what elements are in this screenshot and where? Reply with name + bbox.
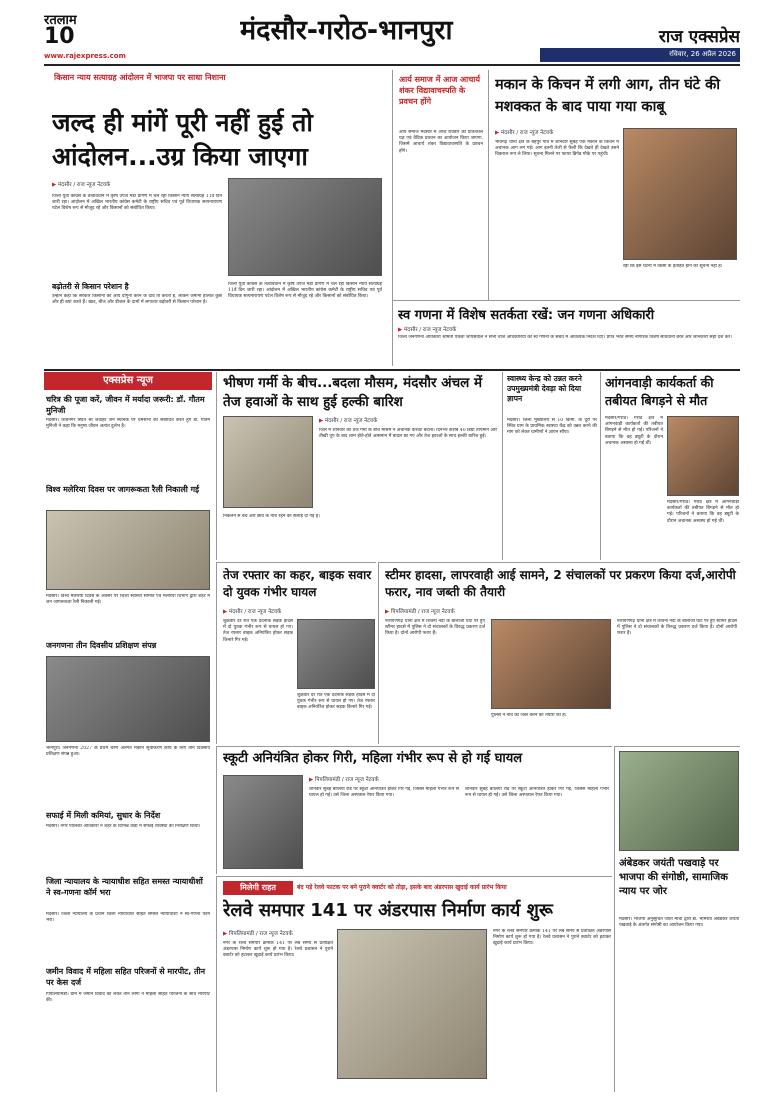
express-item-4-body: मंदसौर। नगर पालिका अधिकारी ने शहर के विभिन्न वार्डों में सफाई व्यवस्था का निरीक्षण किया। — [46, 824, 201, 829]
story11-headline: अंबेडकर जयंती पखवाड़े पर भाजपा की संगोष्ठी, सामाजिक न्याय पर जोर — [619, 858, 728, 897]
story9-photo — [491, 619, 611, 709]
story5-caption: निकलने से बचें और छांव के नीचे रहने की सलाह दी गई है। — [223, 514, 320, 519]
express-item-2-body: मंदसौर। विश्व मलेरिया दिवस के अवसर पर जिला स्वास्थ्य समिति एवं मलेरिया विभाग द्वारा शहर में जन जागरूकता रैली निकाली गई। — [46, 594, 210, 606]
story-ambedkar-jayanti — [614, 746, 740, 1092]
story-anganwadi-death — [600, 372, 740, 560]
story12-photo — [337, 929, 487, 1079]
story1-headline: जल्द ही मांगें पूरी नहीं हुई तो आंदोलन...उग्र किया जाएगा — [52, 108, 313, 171]
story10-body: शनिवार सुबह बोलिया रोड पर स्कूटी अनियंत्रित होकर गिर गई, जिससे महिला गंभीर रूप से घायल हो गई। उसे जिला अस्पताल रेफर किया गया। — [309, 787, 459, 799]
story5-byline: ▶ मंदसौर / राज न्यूज नेटवर्क — [319, 416, 479, 424]
page-number: 10 — [44, 24, 75, 49]
story1-subhead: बढ़ोतरी से किसान परेशान है — [52, 282, 129, 291]
story5-photo — [223, 416, 313, 508]
story3-photo — [623, 128, 737, 260]
story-health-centre — [502, 372, 598, 560]
story3-byline: ▶ मंदसौर / राज न्यूज नेटवर्क — [495, 128, 615, 136]
story11-body: मंदसौर। भाजपा अनुसूचित जाति मोर्चा द्वारा डॉ. भीमराव अंबेडकर जयंती पखवाड़े के अंतर्गत संगोष्ठी का आयोजन किया गया। — [619, 917, 739, 929]
story8-byline: ▶ मंदसौर / राज न्यूज नेटवर्क — [223, 607, 373, 615]
story-kitchen-fire — [488, 70, 740, 300]
express-item-5-body: मंदसौर। जिला न्यायालय के प्रधान जिला न्यायाधीश सहित समस्त न्यायाधीशों ने स्व-गणना फॉर्म भरा। — [46, 912, 210, 924]
story2-body: आर्य समाज मंदसौर में आज रविवार को प्रातःकाल यज्ञ एवं वैदिक प्रवचन का आयोजन किया जाएगा, जिसमें आचार्य शंकर विद्यावाचस्पति के प्रवचन होंगे। — [399, 130, 483, 154]
story3-headline: मकान के किचन में लगी आग, तीन घंटे की मशक्कत के बाद पाया गया काबू — [495, 77, 721, 115]
express-news-column — [44, 372, 212, 1092]
story2-headline: आर्य समाज में आज आचार्य शंकर विद्यावाचस्पति के प्रवचन होंगे — [399, 75, 481, 106]
story4-headline: स्व गणना में विशेष सतर्कता रखें: जन गणना अधिकारी — [398, 308, 655, 323]
story6-body: मंदसौर। जिला मुख्यालय से 10 किमी. के दूरी पर स्थित ग्राम के प्राथमिक स्वास्थ्य केंद्र को उन्नत करने की मांग को लेकर ग्रामीणों ने ज्ञापन सौंपा। — [507, 418, 597, 436]
story-weather-change — [216, 372, 500, 560]
section-divider — [44, 369, 740, 371]
paper-name: राज एक्सप्रेस — [658, 27, 740, 47]
story-census-alert — [392, 300, 740, 370]
story9-byline: ▶ पिपलियामंडी / राज न्यूज नेटवर्क — [385, 607, 535, 615]
story5-body: जिले में शनिवार को तेज गर्मी के बीच मौसम ने अचानक करवट बदली। दिनभर करीब 40 डिग्री तापमान और तीखी धूप के बाद शाम होते-होते आसमान में बादल छा गए और तेज हवाओं के साथ हल्की बारिश हुई। — [319, 428, 497, 440]
story4-body: जिला जनगणना अधिकारी श्रीमती एकता जायसवाल ने सभी चार्ज अधिकारियों को स्व गणना के संबंध में आवश्यक निर्देश दिए। प्रपत्र भरते समय नागरिक विशेष सावधानी बरतें और जानकारी सही दर्ज करें। — [398, 335, 733, 340]
story1-body-continued: जिला युवा कांग्रेस के तत्वावधान में कृषि उपज मंडी प्रांगण में चल रहा किसान न्याय सत्याग्रह 11वें दिन जारी रहा। आंदोलन में अखिल भारतीय कांग्रेस कमेटी के राष्ट्रीय सचिव एवं पूर्व विधायक सत्यनारायण पटेल विशेष रूप से मौजूद रहे और किसानों को संबोधित किया। — [228, 282, 382, 300]
story4-byline: ▶ मंदसौर / राज न्यूज नेटवर्क — [398, 325, 538, 333]
express-item-4-headline: सफाई में मिली कमियां, सुधार के निर्देश — [46, 811, 161, 820]
story1-body2: उन्होंने कहा कि सरकार किसानों की आय दोगुनी करने के दावे तो करती है, लेकिन जमीनी हालात कुछ और ही बयां करते हैं। खाद, बीज और डीजल के दामों में लगातार बढ़ोतरी से किसान परेशान है। — [52, 294, 222, 306]
story11-photo — [619, 751, 739, 851]
story8-body: शुक्रवार देर रात एक दर्दनाक सड़क हादसे में दो युवक गंभीर रूप से घायल हो गए। तेज रफ्तार बाइक अनियंत्रित होकर सड़क किनारे गिर गई। — [223, 619, 293, 643]
story9-headline: स्टीमर हादसा, लापरवाही आई सामने, 2 संचालकों पर प्रकरण किया दर्ज,आरोपी फरार, नाव जब्ती की तैयारी — [385, 568, 736, 599]
story10-body-continued: शनिवार सुबह बोलिया रोड पर स्कूटी अनियंत्रित होकर गिर गई, जिससे महिला गंभीर रूप से घायल हो गई। उसे जिला अस्पताल रेफर किया गया। — [465, 787, 609, 799]
story9-caption: पुलिस ने नाव को जब्त करने की तैयारी की है। — [491, 713, 567, 718]
story1-byline: ▶ मंदसौर / राज न्यूज नेटवर्क — [52, 180, 212, 188]
story6-headline: स्वास्थ्य केन्द्र को उन्नत करने उपमुख्यमंत्री देवड़ा को दिया ज्ञापन — [507, 374, 582, 403]
story1-kicker: किसान न्याय सत्याग्रह आंदोलन में भाजपा पर साधा निशाना — [54, 73, 226, 82]
story-bike-accident — [216, 562, 376, 744]
story1-photo — [228, 178, 382, 276]
story-kisan-andolan — [44, 70, 389, 366]
story8-headline: तेज रफ्तार का कहर, बाइक सवार दो युवक गंभीर घायल — [223, 568, 372, 599]
story12-body: नगर के रेलवे समपार क्रमांक 141 पर लंबे समय से प्रतीक्षित अंडरपास निर्माण कार्य शुरू हो गया है। रेलवे प्रशासन ने पुराने क्वार्टर को हटाकर खुदाई कार्य प्रारंभ किया। — [223, 941, 333, 959]
story3-body: भावगढ़ थाना क्षेत्र के बेहपुर गांव में शनिवार सुबह एक मकान के किचन में अचानक आग लग गई। आग इतनी तेजी से फैली कि देखते ही देखते उसने विकराल रूप ले लिया। सूचना मिलने पर फायर ब्रिगेड मौके पर पहुंची। — [495, 140, 619, 158]
express-item-3-photo — [46, 656, 210, 742]
express-item-5-headline: जिला न्यायालय के न्यायाधीश सहित समस्त न्यायाधीशों ने स्व-गणना कॉर्म भरा — [46, 877, 203, 897]
story9-body: नारायणगढ़ थाना क्षेत्र में शिवना नदी के बालाजी घाट पर हुए स्टीमर हादसे में पुलिस ने दो संचालकों के विरुद्ध प्रकरण दर्ज किया है। दोनों आरोपी फरार हैं। — [385, 619, 485, 637]
story8-photo — [297, 619, 375, 689]
masthead — [0, 0, 778, 68]
story7-headline: आंगनवाड़ी कार्यकर्ता की तबीयत बिगड़ने से मौत — [605, 375, 714, 408]
story12-kicker: बंद पड़े रेलवे फाटक पर बने पुराने क्वार्टर को तोड़ा, इसके बाद अंडरपास खुदाई कार्य प्रारंभ किया — [297, 884, 507, 891]
express-item-3-headline: जनगणना तीन दिवसीय प्रशिक्षण संपन्न — [46, 641, 157, 650]
masthead-date: रविवार, 26 अप्रैल 2026 — [669, 50, 736, 58]
story7-photo — [667, 416, 739, 496]
story10-byline: ▶ पिपलियामंडी / राज न्यूज नेटवर्क — [309, 775, 469, 783]
story12-byline: ▶ पिपलियामंडी / राज न्यूज नेटवर्क — [223, 929, 383, 937]
masthead-website[interactable]: www.rajexpress.com — [44, 52, 126, 60]
story8-body-continued: शुक्रवार देर रात एक दर्दनाक सड़क हादसे में दो युवक गंभीर रूप से घायल हो गए। तेज रफ्तार बाइक अनियंत्रित होकर सड़क किनारे गिर गई। — [297, 693, 375, 711]
express-item-2-photo — [46, 510, 210, 590]
story9-body-continued: नारायणगढ़ थाना क्षेत्र में शिवना नदी के बालाजी घाट पर हुए स्टीमर हादसे में पुलिस ने दो संचालकों के विरुद्ध प्रकरण दर्ज किया है। दोनों आरोपी फरार हैं। — [617, 619, 737, 637]
story12-headline: रेलवे समपार 141 पर अंडरपास निर्माण कार्य शुरू — [223, 900, 553, 921]
page-title: मंदसौर-गरोठ-भानपुरा — [240, 15, 453, 46]
story10-headline: स्कूटी अनियंत्रित होकर गिरी, महिला गंभीर रूप से हो गई घायल — [223, 751, 523, 766]
express-item-1-headline: चरित्र की पूजा करें, जीवन में मर्यादा जरूरी: डॉ. गौतम मुनिजी — [46, 395, 205, 415]
masthead-city: रतलाम — [44, 13, 77, 28]
story12-tag: मिलेगी राहत — [223, 881, 293, 895]
story5-headline: भीषण गर्मी के बीच...बदला मौसम, मंदसौर अंचल में तेज हवाओं के साथ हुई हल्की बारिश — [223, 375, 483, 410]
story-steamer-accident — [378, 562, 740, 744]
express-item-2-headline: विश्व मलेरिया दिवस पर जागरूकता रैली निकाली गई — [46, 485, 200, 494]
express-item-3-body: भानपुरा। जनगणना 2027 के प्रथम चरण अंतर्गत मकान सूचीकरण कार्य के लिए तीन दिवसीय प्रशिक्षण संपन्न हुआ। — [46, 746, 210, 758]
story7-body: मंदसौर/गरोठ। गरोठ क्षेत्र में आंगनवाड़ी कार्यकर्ता की तबीयत बिगड़ने से मौत हो गई। परिजनों ने बताया कि वह ड्यूटी के दौरान अचानक अस्वस्थ हो गई थीं। — [605, 416, 663, 446]
story7-body-continued: मंदसौर/गरोठ। गरोठ क्षेत्र में आंगनवाड़ी कार्यकर्ता की तबीयत बिगड़ने से मौत हो गई। परिजनों ने बताया कि वह ड्यूटी के दौरान अचानक अस्वस्थ हो गई थीं। — [667, 500, 739, 524]
express-news-label: एक्सप्रेस न्यूज — [44, 372, 212, 390]
story1-body: जिला युवा कांग्रेस के तत्वावधान में कृषि उपज मंडी प्रांगण में चल रहा किसान न्याय सत्याग्रह 11वें दिन जारी रहा। आंदोलन में अखिल भारतीय कांग्रेस कमेटी के राष्ट्रीय सचिव एवं पूर्व विधायक सत्यनारायण पटेल विशेष रूप से मौजूद रहे और किसानों को संबोधित किया। — [52, 194, 222, 212]
story-scooty-accident — [216, 746, 612, 874]
express-item-6-headline: जमीन विवाद में महिला सहित परिजनों से मारपीट, तीन पर केस दर्ज — [46, 967, 206, 987]
story10-photo — [223, 775, 303, 869]
express-item-1-body: मंदसौर। शिवनगर स्थित श्री जवाहर जैन स्थानक पर धर्मसभा को संबोधित करते हुए डॉ. गौतम मुनिजी ने कहा कि मनुष्य जीवन अत्यंत दुर्लभ है। — [46, 418, 210, 430]
story-railway-underpass — [216, 876, 612, 1092]
story3-caption: रही कि इस घटना में किसी के हताहत होने की सूचना नहीं है। — [623, 264, 723, 269]
masthead-rule — [44, 64, 740, 66]
masthead-date-bar — [540, 48, 740, 62]
story12-body-continued: नगर के रेलवे समपार क्रमांक 141 पर लंबे समय से प्रतीक्षित अंडरपास निर्माण कार्य शुरू हो गया है। रेलवे प्रशासन ने पुराने क्वार्टर को हटाकर खुदाई कार्य प्रारंभ किया। — [493, 929, 611, 947]
express-item-6-body: पिपलियामंडी। ग्राम में जमीन विवाद को लेकर तीन लोगों ने महिला सहित परिजनों के साथ मारपीट की। — [46, 992, 210, 1004]
